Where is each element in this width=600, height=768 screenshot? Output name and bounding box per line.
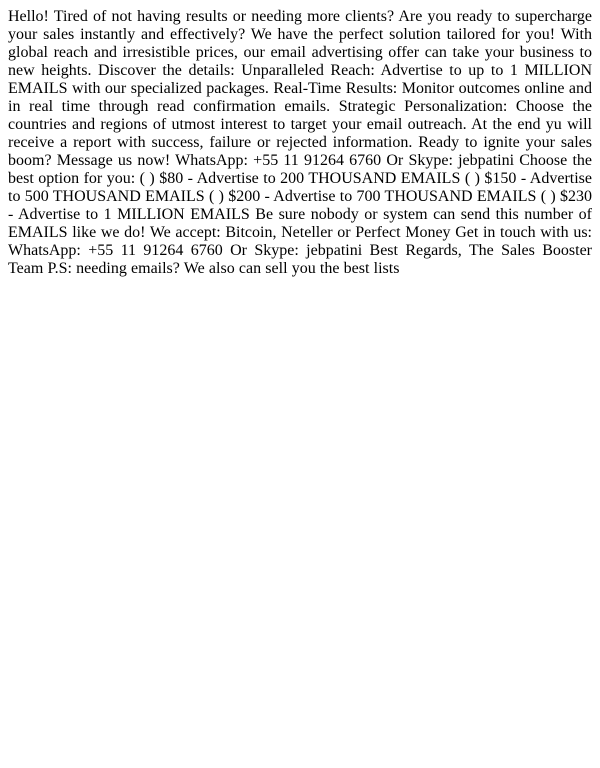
message-body: Hello! Tired of not having results or needing more clients? Are you ready to supercharge your sales instantly and effectively? We have the perfect solution tailored for you! With global reach and irresistible prices, our email advertising offer can take your business to new heights. Discover the details: Unparalleled Reach: Advertise to up to 1 MILLION EMAILS with our specialized packages. Real-Time Results: Monitor outcomes online and in real time through read confirmation emails. Strategic Personalization: Choose the countries and regions of utmost interest to target your email outreach. At the end yu will receive a report with success, failure or rejected information. Ready to ignite your sales boom? Message us now! WhatsApp: +55 11 91264 6760 Or Skype: jebpatini Choose the best option for you: ( ) $80 - Advertise to 200 THOUSAND EMAILS ( ) $150 - Advertise to 500 THOUSAND EMAILS ( ) $200 - Advertise to 700 THOUSAND EMAILS ( ) $230 - Advertise to 1 MILLION EMAILS Be sure nobody or system can send this number of EMAILS like we do! We accept: Bitcoin, Neteller or Perfect Money Get in touch with us: WhatsApp: +55 11 91264 6760 Or Skype: jebpatini Best Regards, The Sales Booster Team P.S: needing emails? We also can sell you the best lists [8,8,592,277]
document-page [0,0,600,278]
